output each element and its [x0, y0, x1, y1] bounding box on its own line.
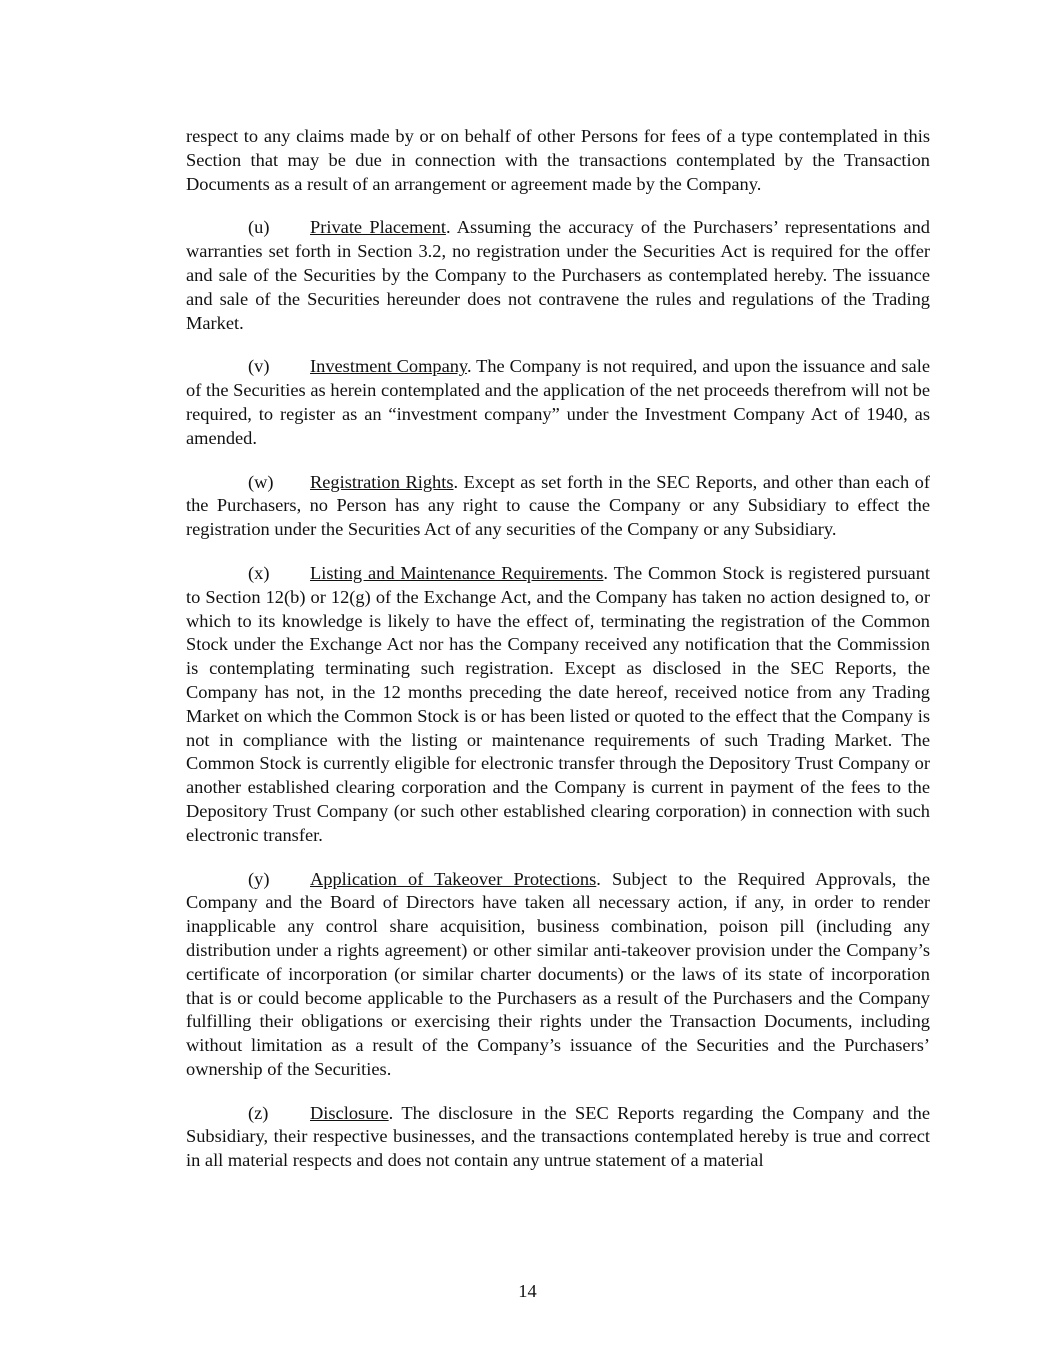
section-heading: Disclosure — [310, 1102, 389, 1123]
page-number: 14 — [518, 1281, 537, 1301]
intro-paragraph: respect to any claims made by or on behalf of other Persons for fees of a type contemplated in this Section that may be due in connection with the transactions contemplated by the Transaction Documents as a result of an arrangement or agreement made by the Company. — [186, 126, 930, 194]
section-v — [186, 355, 930, 450]
section-label: (z) — [248, 1102, 269, 1123]
section-label: (v) — [248, 356, 270, 377]
section-label: (y) — [248, 868, 270, 889]
section-x — [186, 562, 930, 848]
section-z — [186, 1102, 930, 1173]
section-heading: Registration Rights — [310, 471, 454, 492]
section-label: (u) — [248, 217, 270, 238]
section-heading: Private Placement — [310, 217, 446, 238]
section-heading: Investment Company — [310, 356, 467, 377]
document-page — [186, 125, 930, 1193]
section-body: . Except as set forth in the SEC Reports, and other than each of the Purchasers, no Person has any right to cause the Company or any Subsidiary to effect the registration under the Securities Act of any securities of the Company or any Subsidiary. — [186, 471, 930, 540]
section-w — [186, 471, 930, 542]
section-body: . Assuming the accuracy of the Purchasers’ representations and warranties set forth in Section 3.2, no registration under the Securities Act is required for the offer and sale of the Securities by the Company to the Purchasers as contemplated hereby. The issuance and sale of the Securities hereunder does not contravene the rules and regulations of the Trading Market. — [186, 217, 930, 333]
section-label: (x) — [248, 562, 270, 583]
section-y — [186, 868, 930, 1082]
section-heading: Application of Takeover Protections — [310, 868, 597, 889]
section-body: . The Common Stock is registered pursuant to Section 12(b) or 12(g) of the Exchange Act, and the Company has taken no action designed to, or which to its knowledge is likely to have the effect of, terminating the registration of the Common Stock under the Exchange Act nor has the Company received any notification that the Commission is contemplating terminating such registration. Except as disclosed in the SEC Reports, the Company has not, in the 12 months preceding the date hereof, received notice from any Trading Market on which the Common Stock is or has been listed or quoted to the effect that the Company is not in compliance with the listing or maintenance requirements of such Trading Market. The Common Stock is currently eligible for electronic transfer through the Depository Trust Company or another established clearing corporation and the Company is current in payment of the fees to the Depository Trust Company (or such other established clearing corporation) in connection with such electronic transfer. — [186, 562, 930, 845]
section-body: . Subject to the Required Approvals, the Company and the Board of Directors have taken all necessary action, if any, in order to render inapplicable any control share acquisition, business combination, poison pill (including any distribution under a rights agreement) or other similar anti-takeover provision under the Company’s certificate of incorporation (or similar charter documents) or the laws of its state of incorporation that is or could become applicable to the Purchasers as a result of the Purchasers and the Company fulfilling their obligations or exercising their rights under the Transaction Documents, including without limitation as a result of the Company’s issuance of the Securities and the Purchasers’ ownership of the Securities. — [186, 868, 930, 1079]
section-label: (w) — [248, 471, 274, 492]
section-heading: Listing and Maintenance Requirements — [310, 562, 604, 583]
section-u — [186, 216, 930, 335]
section-body: . The disclosure in the SEC Reports regarding the Company and the Subsidiary, their respective businesses, and the transactions contemplated hereby is true and correct in all material respects and does not contain any untrue statement of a material — [186, 1102, 930, 1171]
section-body: . The Company is not required, and upon the issuance and sale of the Securities as herein contemplated and the application of the net proceeds therefrom will not be required, to register as an “investment company” under the Investment Company Act of 1940, as amended. — [186, 356, 930, 448]
